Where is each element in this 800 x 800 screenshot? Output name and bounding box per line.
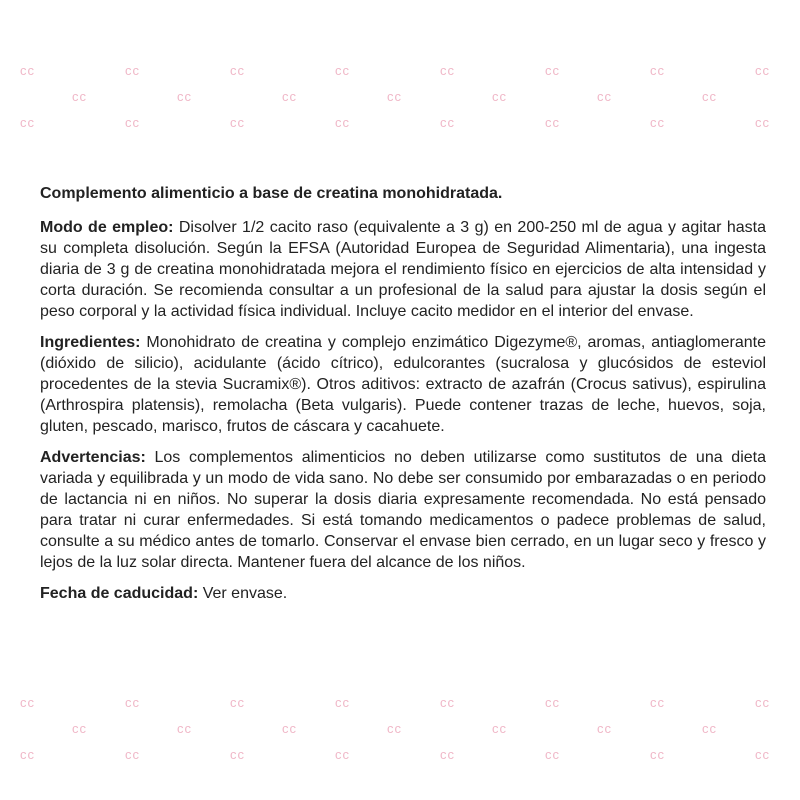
section-advertencias — [40, 447, 766, 573]
watermark-mark: cc — [20, 63, 35, 78]
watermark-mark: cc — [545, 747, 560, 762]
watermark-mark: cc — [755, 747, 770, 762]
watermark-mark: cc — [650, 695, 665, 710]
watermark-mark: cc — [335, 695, 350, 710]
watermark-mark: cc — [20, 115, 35, 130]
watermark-mark: cc — [282, 89, 297, 104]
watermark-mark: cc — [492, 721, 507, 736]
watermark-mark: cc — [230, 115, 245, 130]
section-fecha-de-caducidad — [40, 583, 766, 604]
watermark-mark: cc — [702, 721, 717, 736]
watermark-mark: cc — [597, 89, 612, 104]
watermark-mark: cc — [125, 747, 140, 762]
watermark-mark: cc — [597, 721, 612, 736]
watermark-mark: cc — [545, 63, 560, 78]
watermark-mark: cc — [650, 115, 665, 130]
watermark-mark: cc — [335, 747, 350, 762]
watermark-mark: cc — [282, 721, 297, 736]
watermark-mark: cc — [72, 89, 87, 104]
label-text-block — [40, 183, 766, 614]
watermark-mark: cc — [440, 695, 455, 710]
watermark-mark: cc — [20, 695, 35, 710]
watermark-mark: cc — [125, 63, 140, 78]
watermark-mark: cc — [702, 89, 717, 104]
section-text: Los complementos alimenticios no deben utilizarse como sustitutos de una dieta variada y equilibrada y un modo de vida sano. No debe ser consumido por embarazadas o en periodo de lactancia ni en niños. No superar la dosis diaria expresamente recomendada. No está pensado para tratar ni curar enfermedades. Si está tomando medicamentos o padece problemas de salud, consulte a su médico antes de tomarlo. Conservar el envase bien cerrado, en un lugar seco y fresco y lejos de la luz solar directa. Mantener fuera del alcance de los niños. — [40, 449, 766, 571]
watermark-mark: cc — [177, 89, 192, 104]
section-label: Advertencias: — [40, 449, 146, 466]
section-label: Ingredientes: — [40, 334, 141, 351]
watermark-mark: cc — [440, 63, 455, 78]
watermark-pattern-bottom — [0, 694, 800, 764]
watermark-mark: cc — [545, 115, 560, 130]
watermark-mark: cc — [20, 747, 35, 762]
section-text: Disolver 1/2 cacito raso (equivalente a 3 g) en 200-250 ml de agua y agitar hasta su completa disolución. Según la EFSA (Autoridad Europea de Seguridad Alimentaria), una ingesta diaria de 3 g de creatina monohidratada mejora el rendimiento físico en ejercicios de alta intensidad y corta duración. Se recomienda consultar a un profesional de la salud para ajustar la dosis según el peso corporal y la actividad física individual. Incluye cacito medidor en el interior del envase. — [40, 219, 766, 320]
watermark-mark: cc — [335, 63, 350, 78]
watermark-mark: cc — [230, 63, 245, 78]
watermark-mark: cc — [387, 721, 402, 736]
section-ingredientes — [40, 332, 766, 437]
section-text: Monohidrato de creatina y complejo enzimático Digezyme®, aromas, antiaglomerante (dióxido de silicio), acidulante (ácido cítrico), edulcorantes (sucralosa y glucósidos de esteviol procedentes de la stevia Sucramix®). Otros aditivos: extracto de azafrán (Crocus sativus), espirulina (Arthrospira platensis), remolacha (Beta vulgaris). Puede contener trazas de leche, huevos, soja, gluten, pescado, marisco, frutos de cáscara y cacahuete. — [40, 334, 766, 435]
watermark-mark: cc — [545, 695, 560, 710]
document-heading: Complemento alimenticio a base de creatina monohidratada. — [40, 185, 503, 202]
watermark-mark: cc — [125, 695, 140, 710]
watermark-mark: cc — [755, 115, 770, 130]
watermark-mark: cc — [125, 115, 140, 130]
watermark-mark: cc — [230, 747, 245, 762]
watermark-mark: cc — [492, 89, 507, 104]
watermark-mark: cc — [387, 89, 402, 104]
section-text: Ver envase. — [198, 585, 288, 602]
watermark-mark: cc — [440, 115, 455, 130]
watermark-mark: cc — [440, 747, 455, 762]
watermark-mark: cc — [650, 747, 665, 762]
watermark-mark: cc — [650, 63, 665, 78]
watermark-pattern-top — [0, 62, 800, 132]
section-label: Modo de empleo: — [40, 219, 174, 236]
watermark-mark: cc — [72, 721, 87, 736]
section-modo-de-empleo — [40, 217, 766, 322]
section-label: Fecha de caducidad: — [40, 585, 199, 602]
watermark-mark: cc — [755, 63, 770, 78]
watermark-mark: cc — [177, 721, 192, 736]
watermark-mark: cc — [230, 695, 245, 710]
watermark-mark: cc — [335, 115, 350, 130]
watermark-mark: cc — [755, 695, 770, 710]
